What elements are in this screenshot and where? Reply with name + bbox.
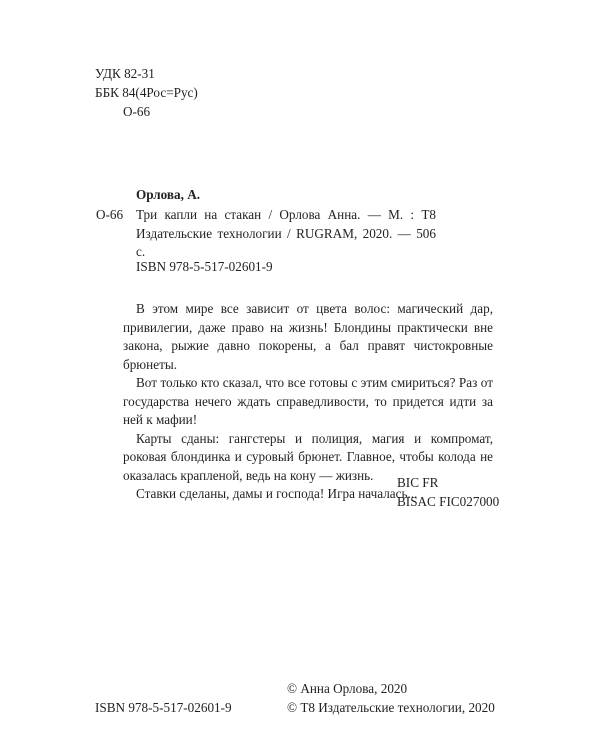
- annotation-paragraph: В этом мире все зависит от цвета волос: магический дар, привилегии, даже право на жизнь! Блондины практически вне закона, рыжие давно покорены, а бал правят чистокровные брюнеты.: [123, 301, 493, 372]
- udk-code: УДК 82-31: [95, 66, 155, 81]
- record-author-sign: О-66: [96, 207, 124, 222]
- footer-isbn: ISBN 978-5-517-02601-9: [95, 700, 232, 715]
- record-description: Три капли на стакан / Орлова Анна. — М. : Т8 Издательские технологии / RUGRAM, 2020. — 506 с.: [136, 207, 436, 259]
- author-sign: О-66: [123, 104, 151, 119]
- annotation-paragraph: Карты сданы: гангстеры и полиция, магия и компромат, роковая блондинка и суровый брюнет. Главное, чтобы колода не оказалась крапленой, ведь на кону — жизнь.: [123, 430, 493, 483]
- bic-code: BIC FR: [397, 475, 439, 490]
- copyright-author: © Анна Орлова, 2020: [287, 681, 408, 696]
- copyright-publisher: © Т8 Издательские технологии, 2020: [287, 700, 495, 715]
- bbk-code: ББК 84(4Рос=Рус): [95, 85, 198, 100]
- bisac-code: BISAC FIC027000: [397, 494, 500, 509]
- annotation: [123, 300, 493, 504]
- annotation-paragraph: Ставки сделаны, дамы и господа! Игра началась...: [136, 486, 418, 501]
- annotation-paragraph: Вот только кто сказал, что все готовы с этим смириться? Раз от государства нечего ждать справедливости, то придется идти за ней к мафии!: [123, 375, 493, 427]
- record-isbn: ISBN 978-5-517-02601-9: [136, 259, 273, 274]
- record-author: Орлова, А.: [136, 187, 201, 202]
